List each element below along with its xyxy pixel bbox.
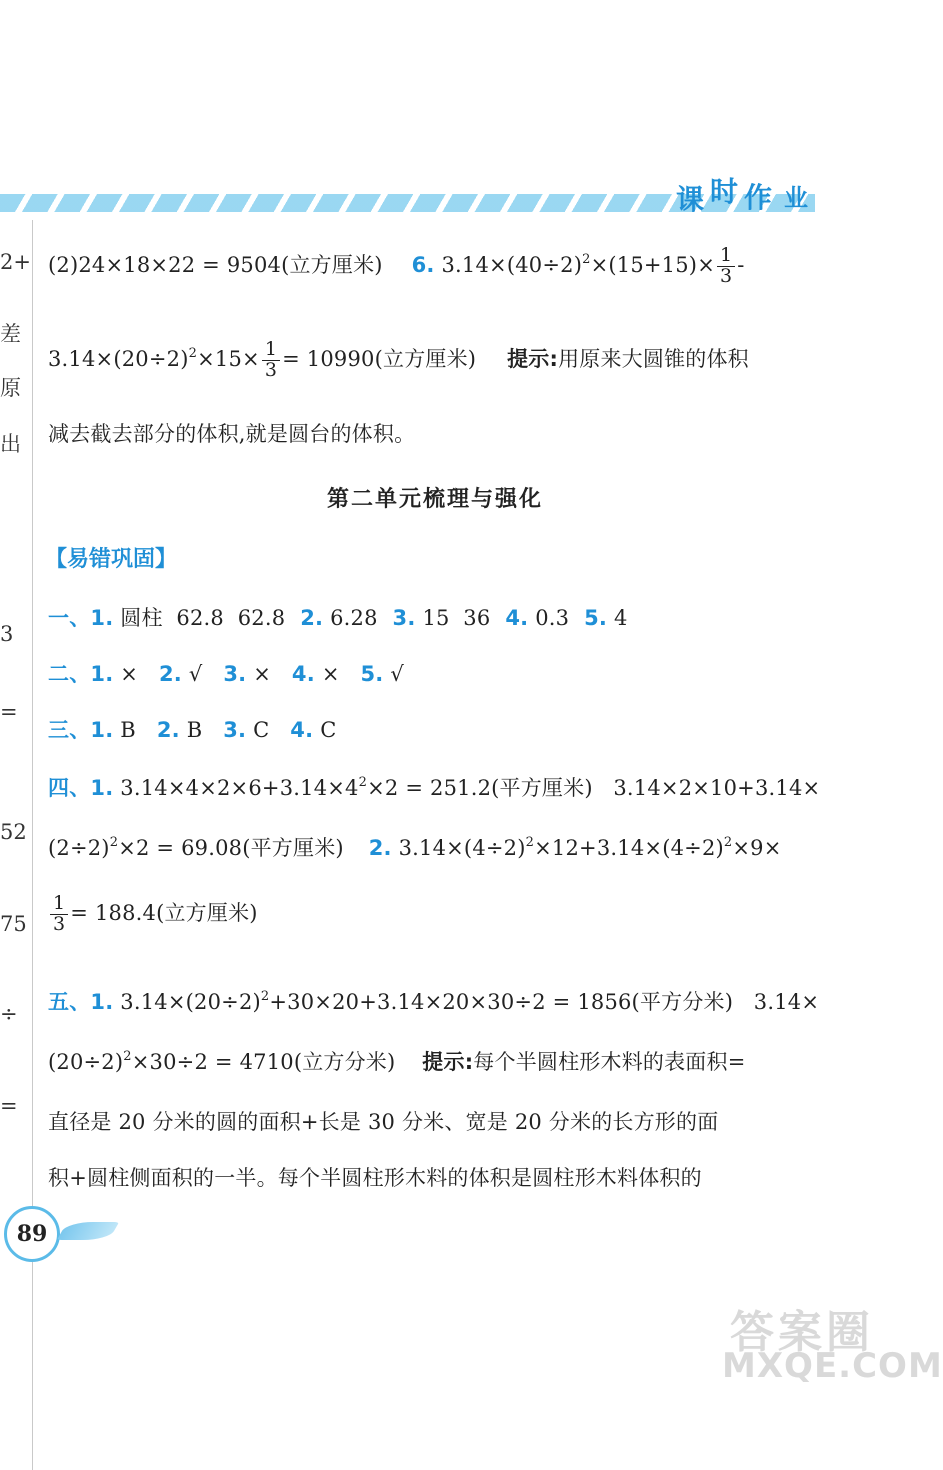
watermark — [718, 1296, 943, 1388]
answer-line — [48, 340, 749, 381]
question-number: 5. — [584, 606, 608, 630]
answer-text: 6.28 — [330, 606, 378, 630]
fraction-numerator: 1 — [262, 340, 280, 361]
answer-text: = 188.4(立方厘米) — [70, 900, 258, 925]
fraction-denominator: 3 — [53, 912, 66, 935]
answer-line — [48, 246, 745, 287]
margin-fragment: 2+ — [0, 250, 31, 274]
fraction — [50, 894, 68, 935]
question-number: 三、1. — [48, 718, 114, 742]
answer-text: 3.14×(20÷2) — [120, 990, 261, 1014]
header-char: 课 — [676, 183, 706, 216]
answer-text: 3.14×(4÷2) — [398, 836, 526, 860]
header-char: 作 — [744, 181, 774, 214]
question-number: 2. — [158, 662, 182, 686]
answer-line — [48, 1046, 746, 1076]
question-number: 一、1. — [48, 606, 114, 630]
fraction-numerator: 1 — [717, 246, 735, 267]
answer-text: ×2 = 251.2(平方厘米) 3.14×2×10+3.14× — [367, 776, 821, 800]
answer-text: ×2 = 69.08(平方厘米) — [118, 836, 344, 860]
hint-label: 提示: — [507, 346, 559, 371]
fraction-denominator: 3 — [264, 358, 278, 381]
question-number: 5. — [360, 662, 384, 686]
answer-text: ×30÷2 = 4710(立方分米) — [131, 1050, 396, 1074]
header-title — [672, 170, 822, 216]
margin-fragment: 75 — [0, 912, 27, 936]
answer-line — [48, 658, 404, 688]
question-number: 二、1. — [48, 662, 114, 686]
answer-line — [48, 772, 820, 802]
header-char: 时 — [710, 175, 740, 208]
answer-text: 4 — [614, 606, 628, 630]
exponent: 2 — [123, 1049, 132, 1064]
margin-fragment: 原 — [0, 376, 21, 400]
answer-text: 3.14×(40÷2) — [441, 252, 583, 277]
answer-text: ×(15+15)× — [590, 252, 715, 277]
answer-text: √ — [390, 662, 404, 686]
question-number: 四、1. — [48, 776, 114, 800]
answer-text: 每个半圆柱形木料的表面积= — [473, 1050, 746, 1074]
question-number: 2. — [300, 606, 324, 630]
fraction-numerator: 1 — [50, 894, 68, 915]
answer-text: √ — [188, 662, 203, 686]
question-number: 4. — [291, 662, 315, 686]
answer-text: C — [320, 718, 337, 742]
answer-line — [48, 894, 258, 935]
subsection-heading: 【易错巩固】 — [45, 547, 178, 572]
answer-line: 积+圆柱侧面积的一半。每个半圆柱形木料的体积是圆柱形木料体积的 — [48, 1166, 702, 1190]
exponent: 2 — [109, 835, 119, 850]
watermark-text: 答案圈 — [730, 1307, 874, 1358]
answer-text: (2÷2) — [48, 836, 110, 860]
question-number: 3. — [223, 662, 247, 686]
question-number: 2. — [156, 718, 180, 742]
hint-label: 提示: — [422, 1050, 474, 1074]
question-number: 4. — [505, 606, 529, 630]
answer-text: ×15× — [197, 346, 260, 371]
margin-fragment: 差 — [0, 322, 21, 346]
margin-fragment: 3 — [0, 622, 14, 646]
answer-text: × — [321, 662, 340, 686]
question-number: 2. — [368, 836, 392, 860]
answer-text: (20÷2) — [48, 1050, 124, 1074]
watermark-text: MXQE.COM — [722, 1346, 943, 1386]
exponent: 2 — [723, 835, 733, 850]
answer-text: ×9× — [732, 836, 782, 860]
answer-text: - — [737, 252, 745, 277]
answer-text: × — [120, 662, 139, 686]
question-number: 4. — [290, 718, 314, 742]
section-title: 第二单元梳理与强化 — [326, 487, 543, 512]
answer-text: = 10990(立方厘米) — [282, 346, 477, 371]
question-number: 3. — [392, 606, 416, 630]
answer-text: 0.3 — [535, 606, 570, 630]
page-number: 89 — [4, 1206, 60, 1262]
answer-text: 3.14×(20÷2) — [48, 346, 189, 371]
answer-text: (2)24×18×22 = 9504(立方厘米) — [48, 252, 383, 277]
exponent: 2 — [525, 835, 535, 850]
answer-line — [48, 602, 628, 632]
answer-line: 直径是 20 分米的圆的面积+长是 30 分米、宽是 20 分米的长方形的面 — [48, 1110, 719, 1134]
question-number: 6. — [411, 252, 435, 277]
fraction-denominator: 3 — [720, 264, 733, 287]
exponent: 2 — [260, 989, 270, 1004]
answer-text: B — [186, 718, 203, 742]
answer-line — [48, 986, 819, 1016]
margin-fragment: 52 — [0, 820, 27, 844]
margin-fragment: ÷ — [0, 1002, 18, 1026]
question-number: 五、1. — [48, 990, 114, 1014]
margin-divider — [32, 220, 33, 1470]
answer-text: 15 36 — [422, 606, 491, 630]
answer-text: × — [253, 662, 272, 686]
fraction — [262, 340, 280, 381]
exponent: 2 — [582, 251, 591, 267]
answer-text: B — [120, 718, 136, 742]
question-number: 3. — [223, 718, 247, 742]
margin-fragment: 出 — [0, 432, 21, 456]
exponent: 2 — [188, 345, 198, 361]
answer-line — [48, 832, 782, 862]
answer-text: C — [253, 718, 270, 742]
fraction — [717, 246, 735, 287]
page-swoosh-decoration — [57, 1222, 119, 1240]
header-char: 业 — [784, 184, 809, 212]
answer-text: 3.14×4×2×6+3.14×4 — [120, 776, 359, 800]
answer-line — [48, 714, 336, 744]
margin-fragment: = — [0, 700, 18, 724]
exponent: 2 — [358, 775, 368, 790]
answer-line: 减去截去部分的体积,就是圆台的体积。 — [48, 422, 416, 446]
answer-text: ×12+3.14×(4÷2) — [534, 836, 724, 860]
margin-fragment: = — [0, 1094, 18, 1118]
answer-text: 用原来大圆锥的体积 — [558, 346, 749, 371]
answer-text: +30×20+3.14×20×30÷2 = 1856(平方分米) 3.14× — [269, 990, 820, 1014]
answer-text: 圆柱 62.8 62.8 — [120, 606, 286, 630]
